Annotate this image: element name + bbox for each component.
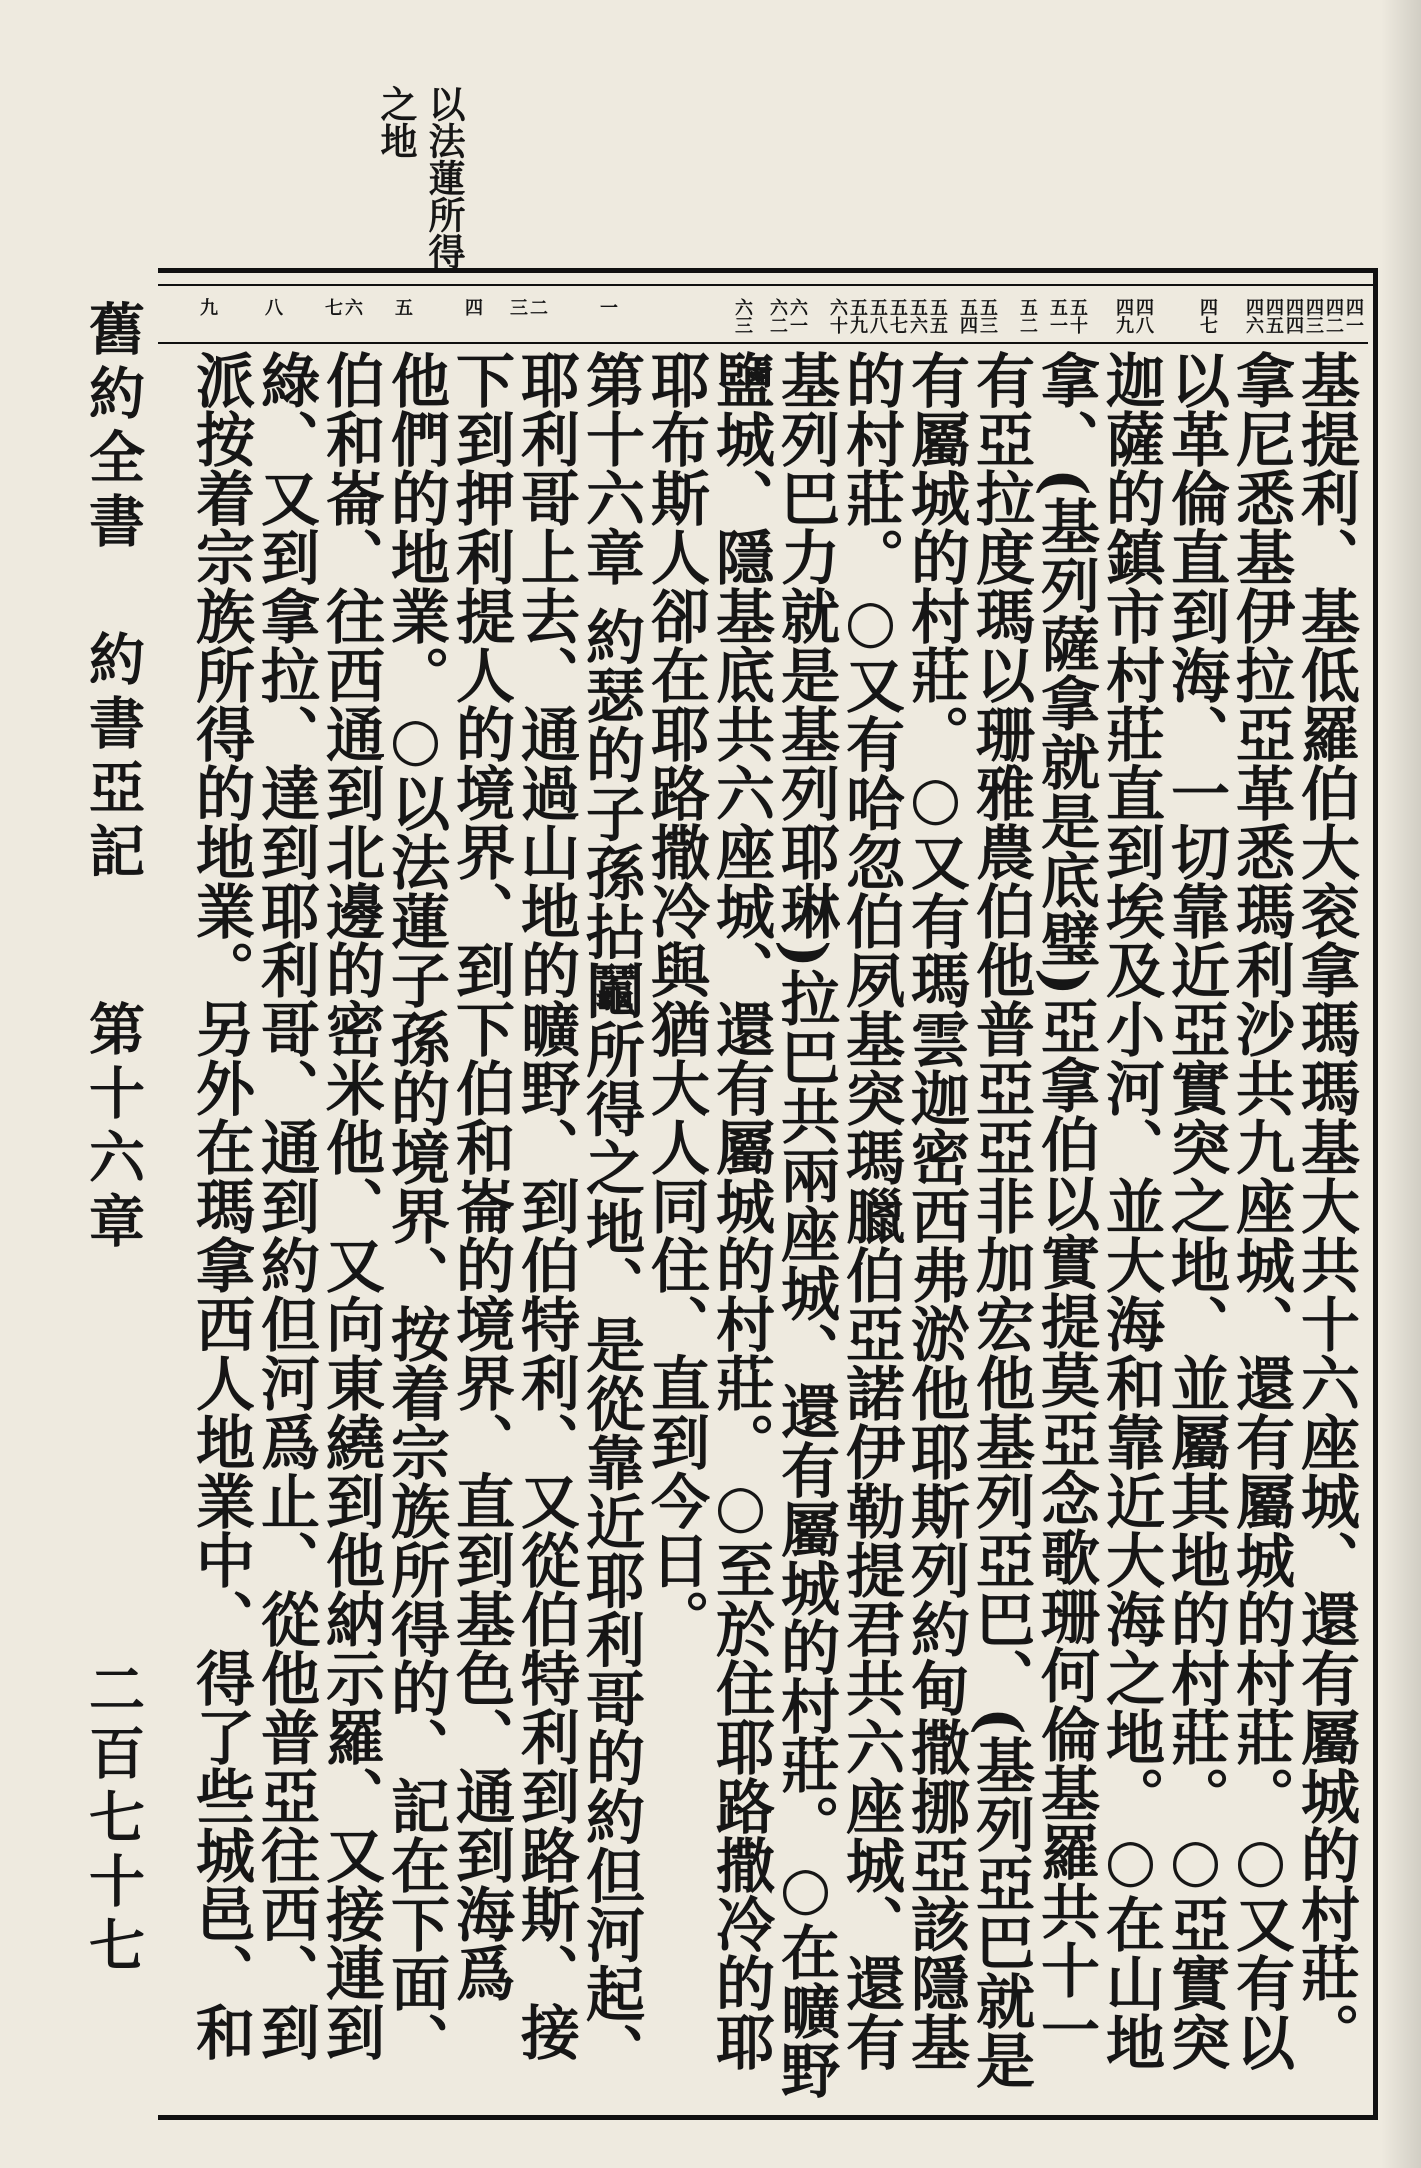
frame-rule — [158, 284, 1373, 286]
verse-number: 三 — [507, 298, 528, 316]
book-title: 舊約全書 — [80, 300, 146, 556]
verse-number: 六三 — [732, 298, 753, 334]
verse-number: 五二 — [1017, 298, 1038, 334]
verse-number: 四九 — [1113, 298, 1134, 334]
verse-number: 四三 — [1303, 298, 1324, 334]
text-column: 綠、又到拿拉、達到耶利哥、通到約但河爲止、從他普亞往西、到 — [251, 350, 320, 2061]
verse-number: 五三 — [977, 298, 998, 334]
verse-number: 六二 — [767, 298, 788, 334]
verse-number: 四六 — [1243, 298, 1264, 334]
section-title: 約書亞記 — [80, 630, 146, 886]
verse-number: 五一 — [1047, 298, 1068, 334]
text-column: 下到押利提人的境界、到下伯和崙的境界、直到基色、通到海爲 — [446, 350, 515, 2002]
text-column: 伯和崙、往西通到北邊的密米他、又向東繞到他納示羅、又接連到 — [316, 350, 385, 2061]
verse-number: 四七 — [1197, 298, 1218, 334]
verse-number: 一 — [597, 298, 618, 316]
verse-number: 五四 — [957, 298, 978, 334]
verse-number: 四 — [462, 298, 483, 316]
verse-number: 四一 — [1343, 298, 1364, 334]
verse-number: 六 — [342, 298, 363, 316]
verse-number: 七 — [322, 298, 343, 316]
text-column: 第十六章 約瑟的子孫拈鬮所得之地、是從靠近耶利哥的約但河起、 — [576, 350, 645, 2082]
verse-number: 五六 — [907, 298, 928, 334]
verse-number: 九 — [197, 298, 218, 316]
verse-number: 四八 — [1133, 298, 1154, 334]
marginal-note-line: 之地 — [374, 85, 418, 159]
verse-number: 五五 — [927, 298, 948, 334]
text-column: 以革倫直到海、一切靠近亞實突之地、並屬其地的村莊。○亞實突 — [1161, 350, 1230, 2071]
verse-number: 五 — [392, 298, 413, 316]
text-column: 拿、(基列薩拿就是底璧)亞拿伯以實提莫亞念歌珊何倫基羅共十一 — [1031, 350, 1100, 2058]
page-number: 二百七十七 — [80, 1660, 146, 1980]
verse-number: 四五 — [1263, 298, 1284, 334]
scripture-text — [180, 350, 1360, 2100]
verse-number: 六十 — [827, 298, 848, 334]
verse-number: 四二 — [1323, 298, 1344, 334]
verse-number: 六一 — [787, 298, 808, 334]
marginal-note — [375, 85, 465, 275]
text-column: 派按着宗族所得的地業。另外在瑪拿西人地業中、得了些城邑、和 — [186, 350, 255, 2061]
verse-number: 八 — [262, 298, 283, 316]
text-column: 有亞拉度瑪以珊雅農伯他普亞亞非加宏他基列亞巴、(基列亞巴就是 — [966, 350, 1035, 2089]
text-column: 基提利、基低羅伯大衮拿瑪瑪基大共十六座城、還有屬城的村莊。 — [1291, 350, 1360, 2061]
verse-number: 五八 — [867, 298, 888, 334]
marginal-note-line: 以法蓮所得 — [422, 85, 466, 270]
bleed-through-text — [470, 80, 510, 114]
verse-number: 四四 — [1283, 298, 1304, 334]
verse-number: 二 — [527, 298, 548, 316]
running-head — [78, 300, 148, 2100]
text-column: 有屬城的村莊。○又有瑪雲迦密西弗淤他耶斯列約甸撒挪亞該隱基 — [901, 350, 970, 2071]
verse-number: 五十 — [1067, 298, 1088, 334]
text-column: 迦薩的鎮市村莊直到埃及小河、並大海和靠近大海之地。○在山地 — [1096, 350, 1165, 2071]
verse-number-strip — [158, 292, 1368, 344]
verse-number: 五七 — [887, 298, 908, 334]
text-column: 他們的地業。○以法蓮子孫的境界、按着宗族所得的、記在下面、 — [381, 350, 450, 2071]
verse-number: 五九 — [847, 298, 868, 334]
text-column: 拿尼悉基伊拉亞革悉瑪利沙共九座城、還有屬城的村莊。○又有以 — [1226, 350, 1295, 2071]
text-column: 耶利哥上去、通過山地的曠野、到伯特利、又從伯特利到路斯、接 — [511, 350, 580, 2061]
text-column: 的村莊。○又有哈忽伯夙基突瑪臘伯亞諾伊勒提君共六座城、還有 — [836, 350, 905, 2071]
text-column: 基列巴力就是基列耶琳)拉巴共兩座城、還有屬城的村莊。○在曠野 — [771, 350, 840, 2099]
text-column: 鹽城、隱基底共六座城、還有屬城的村莊。○至於住耶路撒冷的耶 — [706, 350, 775, 2071]
text-column: 耶布斯人卻在耶路撒冷與猶大人同住、直到今日。 — [641, 350, 710, 1648]
gutter-shadow — [1381, 0, 1421, 2168]
chapter-label: 第十六章 — [80, 1000, 146, 1256]
